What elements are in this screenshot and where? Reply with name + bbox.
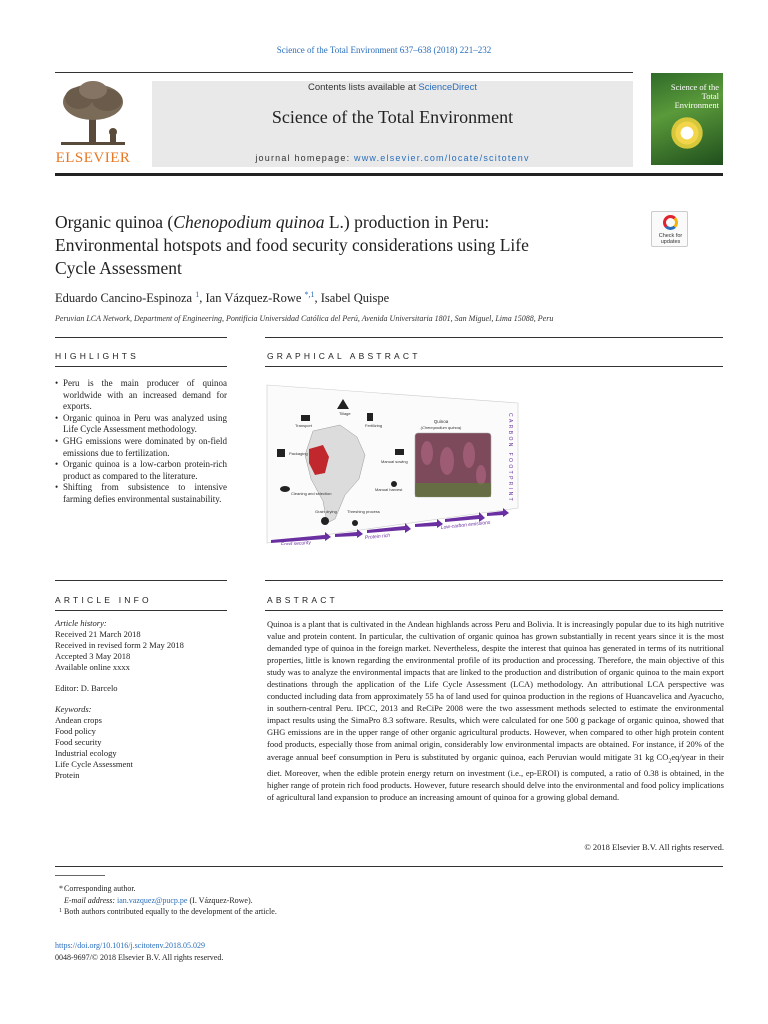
email-suffix: (I. Vázquez-Rowe). [187,895,253,905]
spacer [55,673,235,683]
journal-cover-thumbnail[interactable] [651,73,723,165]
journal-citation[interactable]: Science of the Total Environment 637–638 (2018) 221–232 [276,45,492,55]
stage-label: Packaging [289,451,308,456]
email-label: E-mail address: [64,895,118,905]
footnote-mark: 1 [59,908,62,915]
author-name: Ian Vázquez-Rowe [205,291,302,306]
article-info-rule [55,580,227,581]
graphical-abstract-subrule [265,366,723,367]
article-info [55,618,235,781]
abstract-copyright: © 2018 Elsevier B.V. All rights reserved. [584,842,724,852]
keyword[interactable]: Life Cycle Assessment [55,759,133,769]
footnote-email [55,895,277,907]
author-sup[interactable]: *,1 [304,290,315,299]
footnote-1-text: Both authors contributed equally to the development of the article. [64,907,277,917]
crossmark-label: Check for updates [658,233,683,245]
doi-block [55,940,223,963]
stage-label: Manual sowing [381,459,408,464]
article-title [55,211,555,280]
main-bottom-rule [55,866,723,867]
keyword[interactable]: Food policy [55,726,96,736]
homepage-label: journal homepage: [255,153,354,163]
graphical-abstract-rule [265,337,723,338]
arrow-label: Low-carbon emissions [440,519,491,531]
abstract-rule [265,580,723,581]
history-entry: Received in revised form 2 May 2018 [55,640,184,650]
keywords-label: Keywords: [55,704,92,714]
affiliation: Peruvian LCA Network, Department of Engineering, Pontificia Universidad Católica del Perú, Avenida Universitaria 1801, San Miguel, Lima 15088, Peru [55,314,554,323]
highlight-item: • Peru is the main producer of quinoa worldwide with an increased demand for exports. [55,378,227,413]
history-label: Article history: [55,618,107,628]
header-thick-rule [55,173,723,176]
author-name: Isabel Quispe [320,291,390,306]
footnote-rule [55,875,105,876]
editor-line: Editor: D. Barcelo [55,683,118,693]
title-species: Chenopodium quinoa [173,212,325,232]
keyword[interactable]: Food security [55,737,102,747]
homepage-link[interactable]: www.elsevier.com/locate/scitotenv [354,153,530,163]
highlights-rule [55,337,227,338]
journal-homepage [152,153,633,163]
title-part-2: L.) production in Peru: Environmental hotspots and food security considerations using Life Cycle Assessment [55,212,529,278]
cover-title: Science of the Total Environment [670,82,719,110]
graphical-abstract-figure[interactable] [265,383,520,545]
abstract-text-part1: Quinoa is a plant that is cultivated in the Andean highlands across Peru and Bolivia. It is increasingly popular due to its high nutritive value and protein content. In particular, the cultivation of organic quinoa has grown substantially in recent years since it is the most demanded type of quinoa in the foreign market. Nevertheless, despite the interest that quinoa has generated in terms of its nutritional properties, little is known regarding the environmental profile of its production and processing. Therefore, the main objective of this study was to analyze the environmental impacts that are linked to the production and distribution of organic quinoa to the main export destinations through the application of the Life Cycle Assessment (LCA) methodology. An attributional LCA perspective was conducted including data from approximately 55 ha of land used for quinoa production in the regions of Huancavelica and Ayacucho, in southern-central Peru. IPCC, 2013 and ReCiPe 2008 were the two assessment methods selected to estimate the environmental impact results using the SimaPro 8.3 software. Results, which were calculated for one 500 g package of organic quinoa, showed that GHG emissions are in the upper range of other organic agricultural products. However, when compared to other high protein content food products, especially those from animal origin, considerably low environmental impacts are obtained. For instance, if 20% of the average annual beef consumption in Peru is substituted by organic quinoa, each Peruvian would mitigate 31 kg CO [267,619,724,762]
highlights-heading: HIGHLIGHTS [55,351,139,361]
author-list: Eduardo Cancino-Espinoza $^1$, Ian Vázquez-Rowe $^{*,1}$, Isabel Quispe [55,290,390,306]
stage-label: Tillage [339,411,351,416]
abstract-text-part2: eq/year in their diet. Moreover, when the edible protein energy return on investment (i.e., ep-EROI) is computed, a ratio of 0.38 is obtained, in the higher range of protein rich food products. However, future research should delve into the environmental and food policy implications of agricultural land expansion to produce an increasing amount of quinoa for a growing global demand. [267,751,724,803]
highlights-list [55,378,227,506]
title-part-1: Organic quinoa ( [55,212,174,232]
footnote-1 [55,906,277,918]
crossmark-icon [663,215,678,230]
history-entry: Received 21 March 2018 [55,629,141,639]
transport-icon [301,415,310,421]
graphical-abstract-heading: GRAPHICAL ABSTRACT [267,351,421,361]
keyword[interactable]: Industrial ecology [55,748,117,758]
abstract-subrule [265,610,723,611]
author-name: Eduardo Cancino-Espinoza [55,291,193,306]
article-info-subrule [55,610,227,611]
author-sup[interactable]: 1 [195,290,200,299]
stage-label: Fertilizing [365,423,383,428]
stage-label: Cleaning and selection [291,491,332,496]
quinoa-species-label: (Chenopodium quinoa) [420,425,462,430]
footnote-corresponding [55,883,277,895]
highlight-item: • Shifting from subsistence to intensive farming defies environmental sustainability. [55,482,227,505]
threshing-icon [352,520,358,526]
cover-flower-image [667,113,707,153]
journal-title: Science of the Total Environment [271,107,514,127]
contents-prefix: Contents lists available at [308,82,419,93]
abstract-heading: ABSTRACT [267,595,338,605]
history-entry: Available online xxxx [55,662,130,672]
quinoa-label: Quinoa [433,419,449,424]
footnote-mark: * [59,884,63,893]
highlight-item: • Organic quinoa is a low-carbon protein-rich product as compared to the literature. [55,459,227,482]
article-info-heading: ARTICLE INFO [55,595,152,605]
carbon-footprint-label: CARBON FOOTPRINT [507,413,513,504]
doi-link[interactable]: https://doi.org/10.1016/j.scitotenv.2018.05.029 [55,941,205,950]
sowing-icon [395,449,404,455]
check-for-updates-badge[interactable] [651,211,688,247]
email-link[interactable]: ian.vazquez@pucp.pe [117,895,188,905]
co2-subscript: 2 [668,758,672,765]
fertilizing-icon [367,413,373,421]
history-entry: Accepted 3 May 2018 [55,651,131,661]
grain-drying-icon [321,517,329,525]
packaging-icon [277,449,285,457]
publisher-name: ELSEVIER [55,150,131,166]
contents-line [152,81,633,93]
spacer [55,694,235,704]
issn-line: 0048-9697/© 2018 Elsevier B.V. All rights reserved. [55,952,224,962]
arrow-label: Protein rich [364,532,391,541]
stage-label: Manual harvest [375,487,403,492]
keyword[interactable]: Protein [55,770,80,780]
stage-label: Threshing process [347,509,380,514]
header-rule [55,72,633,73]
arrow-label: Food security [280,539,312,545]
abstract-body [267,618,724,803]
stage-label: Grain drying [315,509,337,514]
highlight-item: • GHG emissions were dominated by on-field emissions due to fertilization. [55,436,227,459]
footnotes [55,883,277,918]
sciencedirect-link[interactable]: ScienceDirect [418,82,477,93]
highlight-item: • Organic quinoa in Peru was analyzed using Life Cycle Assessment methodology. [55,413,227,436]
keyword[interactable]: Andean crops [55,715,102,725]
stage-label: Transport [295,423,312,428]
corresponding-text: Corresponding author. [64,884,136,893]
cleaning-icon [280,486,290,492]
highlights-subrule [55,366,227,367]
